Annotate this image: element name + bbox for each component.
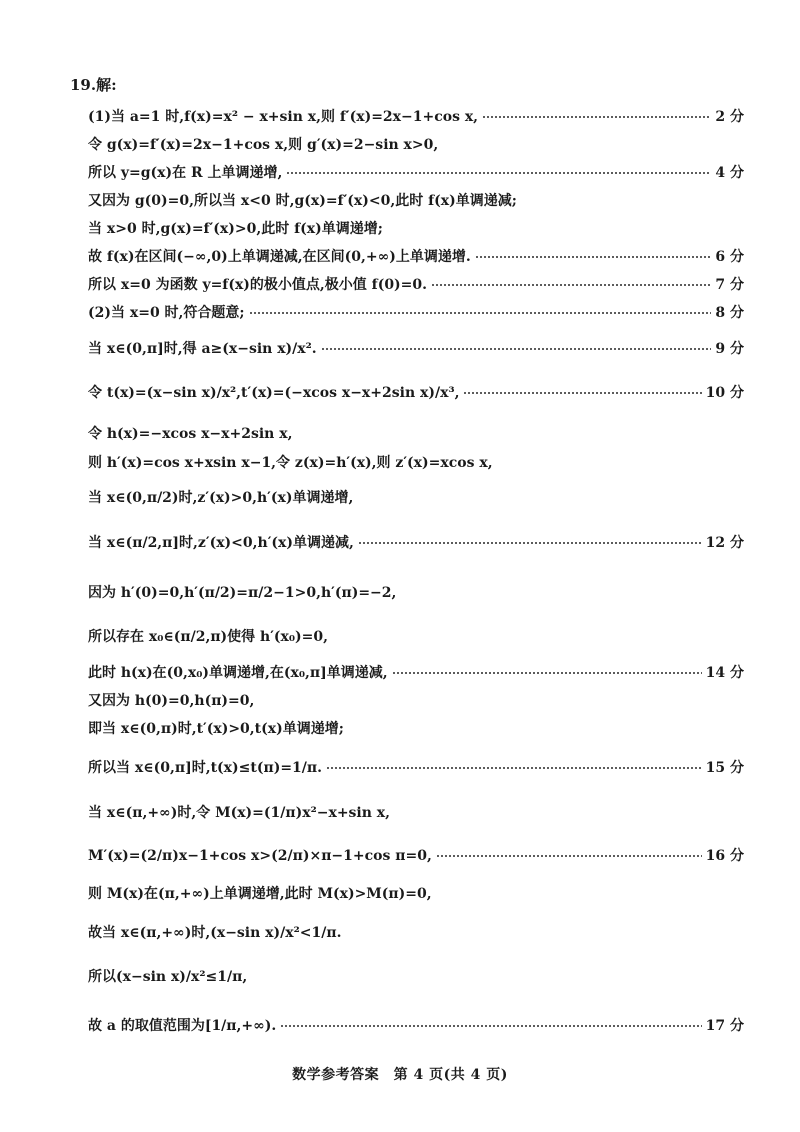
solution-line-text: 所以 x=0 为函数 y=f(x)的极小值点,极小值 f(0)=0. [88,277,428,293]
solution-line-text: 当 x∈(π/2,π]时,z′(x)<0,h′(x)单调递减, [88,535,354,551]
solution-line-text: 则 M(x)在(π,+∞)上单调递增,此时 M(x)>M(π)=0, [88,886,432,902]
leader-dots [286,163,711,183]
score-label: 4 分 [715,165,744,181]
score-label: 7 分 [715,277,744,293]
score-label: 6 分 [715,249,744,265]
solution-line-text: 故当 x∈(π,+∞)时,(x−sin x)/x²<1/π. [88,925,342,941]
solution-line-text: 即当 x∈(0,π)时,t′(x)>0,t(x)单调递增; [88,721,344,737]
solution-line-text: 故 a 的取值范围为[1/π,+∞). [88,1018,277,1034]
solution-line-text: 当 x∈(π,+∞)时,令 M(x)=(1/π)x²−x+sin x, [88,805,391,821]
score-label: 14 分 [705,665,744,681]
solution-line [88,191,744,211]
solution-line [88,691,744,711]
solution-line [88,967,744,987]
leader-dots [321,339,712,359]
solution-line [88,424,744,444]
solution-line-text: 所以 y=g(x)在 R 上单调递增, [88,165,283,181]
score-label: 8 分 [715,305,744,321]
leader-dots [392,663,702,683]
solution-line [88,1016,744,1036]
score-label: 17 分 [705,1018,744,1034]
leader-dots [436,846,702,866]
solution-line-text: 又因为 g(0)=0,所以当 x<0 时,g(x)=f′(x)<0,此时 f(x)单调递减; [88,193,517,209]
solution-line-text: (1)当 a=1 时,f(x)=x² − x+sin x,则 f′(x)=2x−1+cos x, [88,109,479,125]
problem-heading: 19.解: [70,76,117,94]
solution-line-text: 故 f(x)在区间(−∞,0)上单调递减,在区间(0,+∞)上单调递增. [88,249,471,265]
solution-line [88,247,744,267]
solution-line-text: 当 x∈(0,π]时,得 a≥(x−sin x)/x². [88,341,317,357]
solution-line-text: 当 x∈(0,π/2)时,z′(x)>0,h′(x)单调递增, [88,490,354,506]
leader-dots [280,1016,701,1036]
solution-line-text: 又因为 h(0)=0,h(π)=0, [88,693,255,709]
solution-line [88,627,744,647]
solution-line [88,583,744,603]
solution-line [88,163,744,183]
leader-dots [475,247,712,267]
solution-line [88,923,744,943]
solution-line-text: 因为 h′(0)=0,h′(π/2)=π/2−1>0,h′(π)=−2, [88,585,397,601]
score-label: 12 分 [705,535,744,551]
solution-line-text: M′(x)=(2/π)x−1+cos x>(2/π)×π−1+cos π=0, [88,848,432,864]
solution-line-text: 所以当 x∈(0,π]时,t(x)≤t(π)=1/π. [88,760,323,776]
solution-line [88,533,744,553]
page-footer: 数学参考答案 第 4 页(共 4 页) [292,1067,508,1083]
leader-dots [463,383,701,403]
leader-dots [358,533,702,553]
solution-line-text: (2)当 x=0 时,符合题意; [88,305,245,321]
solution-line-text: 所以存在 x₀∈(π/2,π)使得 h′(x₀)=0, [88,629,329,645]
solution-line [88,663,744,683]
solution-line [88,303,744,323]
solution-line-text: 所以(x−sin x)/x²≤1/π, [88,969,248,985]
solution-line [88,107,744,127]
solution-line [88,846,744,866]
score-label: 16 分 [705,848,744,864]
score-label: 9 分 [715,341,744,357]
solution-line [88,275,744,295]
solution-line [88,135,744,155]
solution-line [88,758,744,778]
score-label: 10 分 [705,385,744,401]
leader-dots [431,275,711,295]
solution-line [88,339,744,359]
leader-dots [249,303,712,323]
solution-line-text: 令 t(x)=(x−sin x)/x²,t′(x)=(−xcos x−x+2sin x)/x³, [88,385,460,401]
score-label: 15 分 [705,760,744,776]
solution-line-text: 此时 h(x)在(0,x₀)单调递增,在(x₀,π]单调递减, [88,665,388,681]
solution-line-text: 则 h′(x)=cos x+xsin x−1,令 z(x)=h′(x),则 z′(x)=xcos x, [88,455,493,471]
solution-line [88,383,744,403]
solution-line [88,719,744,739]
solution-line [88,803,744,823]
score-label: 2 分 [715,109,744,125]
leader-dots [326,758,702,778]
solution-line-text: 令 g(x)=f′(x)=2x−1+cos x,则 g′(x)=2−sin x>0, [88,137,439,153]
solution-line-text: 令 h(x)=−xcos x−x+2sin x, [88,426,293,442]
leader-dots [482,107,711,127]
solution-line-text: 当 x>0 时,g(x)=f′(x)>0,此时 f(x)单调递增; [88,221,383,237]
solution-line [88,453,744,473]
solution-line [88,488,744,508]
solution-line [88,219,744,239]
solution-line [88,884,744,904]
